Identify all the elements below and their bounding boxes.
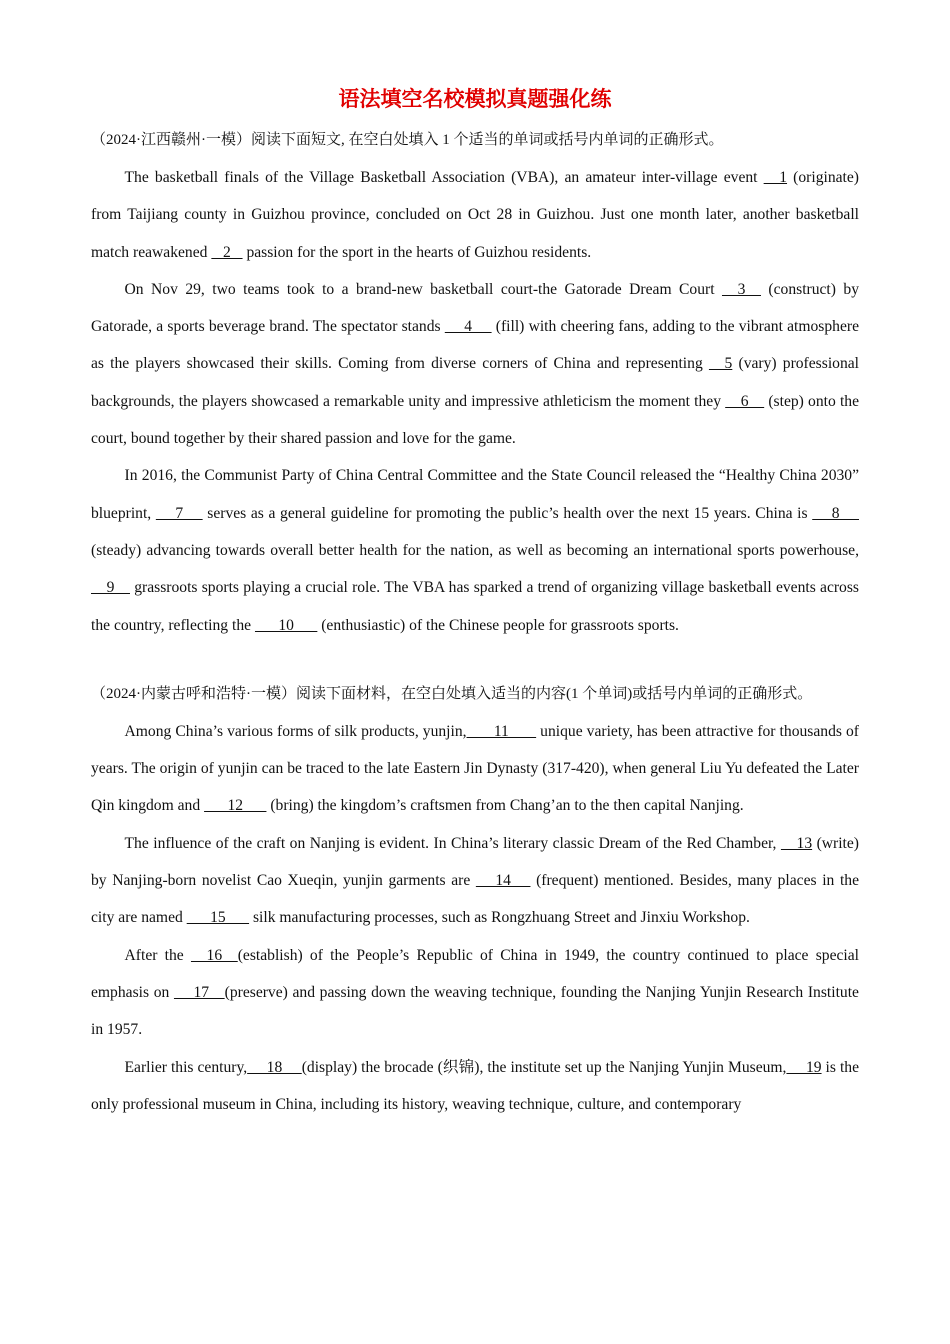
text: In 2016, the Communist Party of China Central Committee and the State Council released the “Healthy China 2030” blueprint, <box>91 467 859 522</box>
text: (frequent) mentioned. Besides, many places in the city are named <box>91 872 859 927</box>
text: The influence of the craft on Nanjing is evident. In China’s literary classic Dream of the Red Chamber, <box>124 834 781 852</box>
text: (display) the brocade (织锦), the institute set up the Nanjing Yunjin Museum, <box>301 1058 787 1076</box>
text: (fill) with cheering fans, adding to the vibrant atmosphere as the players showcased their skills. Coming from diverse corners of China and representing <box>91 318 859 373</box>
text: is the only professional museum in China, including its history, weaving technique, culture, and contemporary <box>91 1058 860 1113</box>
blank-12: 12 <box>204 797 267 815</box>
blank-10: 10 <box>254 616 318 634</box>
blank-7: 7 <box>155 504 203 522</box>
text: (step) onto the court, bound together by their shared passion and love for the game. <box>91 392 859 448</box>
passage2-paragraph-2 <box>91 825 859 937</box>
blank-6: 6 <box>725 392 765 410</box>
blank-1: 1 <box>763 169 788 186</box>
text: (write) by Nanjing-born novelist Cao Xueqin, yunjin garments are <box>91 834 859 890</box>
passage1-paragraph-3 <box>91 457 859 643</box>
text: unique variety, has been attractive for thousands of years. The origin of yunjin can be traced to the late Eastern Jin Dynasty (317-420), when general Liu Yu defeated the Later Qin kingdom and <box>91 722 859 815</box>
page-title: 语法填空名校模拟真题强化练 <box>338 87 612 111</box>
passage1-instruction: （2024·江西赣州·一模）阅读下面短文, 在空白处填入 1 个适当的单词或括号内单词的正确形式。 <box>91 132 724 148</box>
passage2-instruction: （2024·内蒙古呼和浩特·一模）阅读下面材料，在空白处填入适当的内容(1 个单词)或括号内单词的正确形式。 <box>91 685 813 702</box>
text: On Nov 29, two teams took to a brand-new basketball court-the Gatorade Dream Court <box>124 280 722 298</box>
passage1-paragraph-1 <box>91 159 859 271</box>
blank-4: 4 <box>444 318 492 336</box>
text: passion for the sport in the hearts of Guizhou residents. <box>242 243 592 261</box>
blank-3: 3 <box>721 280 761 298</box>
blank-18: 18 <box>247 1058 302 1076</box>
passage1-paragraph-2 <box>91 271 859 457</box>
blank-17: 17 <box>173 983 225 1001</box>
passage2-paragraph-3 <box>91 937 859 1049</box>
text: (enthusiastic) of the Chinese people for grassroots sports. <box>317 616 679 634</box>
blank-9: 9 <box>91 579 130 597</box>
text: (vary) professional backgrounds, the players showcased a remarkable unity and impressive athleticism the moment they <box>91 355 859 410</box>
passage2-paragraph-1 <box>91 713 859 825</box>
text: silk manufacturing processes, such as Rongzhuang Street and Jinxiu Workshop. <box>249 909 750 927</box>
section-spacer <box>91 644 859 676</box>
blank-2: 2 <box>211 243 243 261</box>
text: After the <box>124 946 191 964</box>
blank-14: 14 <box>475 872 531 890</box>
text: The basketball finals of the Village Basketball Association (VBA), an amateur inter-village event <box>124 169 764 186</box>
blank-19: 19 <box>786 1058 822 1076</box>
text: Among China’s various forms of silk products, yunjin, <box>124 722 467 740</box>
blank-11: 11 <box>466 722 537 740</box>
text: serves as a general guideline for promoting the public’s health over the next 15 years. China is <box>202 504 813 522</box>
text: Earlier this century, <box>124 1058 248 1076</box>
blank-16: 16 <box>190 946 238 964</box>
text: (preserve) and passing down the weaving technique, founding the Nanjing Yunjin Research Institute in 1957. <box>91 983 859 1039</box>
blank-13: 13 <box>780 834 813 852</box>
blank-15: 15 <box>186 909 250 927</box>
text: (establish) of the People’s Republic of China in 1949, the country continued to place special emphasis on <box>91 946 860 1001</box>
text: (construct) by Gatorade, a sports beverage brand. The spectator stands <box>91 280 859 336</box>
blank-8: 8 <box>812 504 859 522</box>
blank-5: 5 <box>708 355 733 373</box>
passage2-paragraph-4 <box>91 1049 859 1124</box>
text: (originate) from Taijiang county in Guizhou province, concluded on Oct 28 in Guizhou. Just one month later, another basketball match reawakened <box>91 169 859 261</box>
text: (steady) advancing towards overall better health for the nation, as well as becoming an international sports powerhouse, <box>91 541 859 559</box>
text: (bring) the kingdom’s craftsmen from Chang’an to the then capital Nanjing. <box>266 797 744 815</box>
text: grassroots sports playing a crucial role. The VBA has sparked a trend of organizing village basketball events across the country, reflecting the <box>91 579 859 634</box>
